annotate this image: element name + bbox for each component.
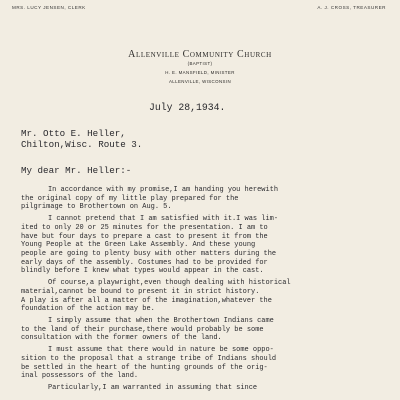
body-line: A play is after all a matter of the imagination,whatever the <box>21 296 272 305</box>
body-line: blindly before I knew what types would appear in the cast. <box>21 267 264 276</box>
body-line: I simply assume that when the Brothertown Indians came <box>48 317 274 326</box>
body-line: inal possessors of the land. <box>21 372 139 381</box>
recipient-name: Mr. Otto E. Heller, <box>21 128 126 139</box>
body-line: early days of the assembly. Costumes had to be provided for <box>21 258 268 267</box>
minister-name: H. E. MANSFIELD, MINISTER <box>165 70 235 75</box>
body-line: pilgrimage to Brothertown on Aug. 5. <box>21 203 172 212</box>
church-name: Allenville Community Church <box>128 49 272 60</box>
body-line: Particularly,I am warranted in assuming that since <box>48 384 258 393</box>
body-line: have but four days to prepare a cast to present it from the <box>21 232 268 241</box>
recipient-address: Chilton,Wisc. Route 3. <box>21 139 143 150</box>
body-line: foundation of the action may be. <box>21 305 155 314</box>
letter-date: July 28,1934. <box>149 102 226 113</box>
body-line: to the land of their purchase,there would probably be some <box>21 325 264 334</box>
denomination: (BAPTIST) <box>187 61 213 66</box>
clerk-name: MRS. LUCY JENSEN, CLERK <box>12 5 86 10</box>
body-line: the original copy of my little play prepared for the <box>21 194 239 203</box>
body-line: be settled in the heart of the hunting grounds of the orig- <box>21 363 268 372</box>
body-line: people are going to plenty busy with other matters during the <box>21 249 277 258</box>
body-line: I cannot pretend that I am satisfied with it.I was lim- <box>48 215 279 224</box>
body-line: Of course,a playwright,even though dealing with historical <box>48 279 291 288</box>
body-line: I must assume that there would in nature be some oppo- <box>48 346 274 355</box>
body-line: Young People at the Green Lake Assembly. And these young <box>21 241 256 250</box>
church-location: ALLENVILLE, WISCONSIN <box>168 79 232 84</box>
body-line: sition to the proposal that a strange tribe of Indians should <box>21 354 277 363</box>
body-line: ited to only 20 or 25 minutes for the presentation. I am to <box>21 223 268 232</box>
body-line: material,cannot be bound to present it in strict history. <box>21 287 260 296</box>
body-line: In accordance with my promise,I am handing you herewith <box>48 186 279 194</box>
salutation: My dear Mr. Heller:- <box>21 165 132 176</box>
treasurer-name: A. J. CROSS, TREASURER <box>317 5 386 10</box>
body-line: consultation with the former owners of the land. <box>21 334 222 343</box>
letterhead <box>0 49 400 84</box>
